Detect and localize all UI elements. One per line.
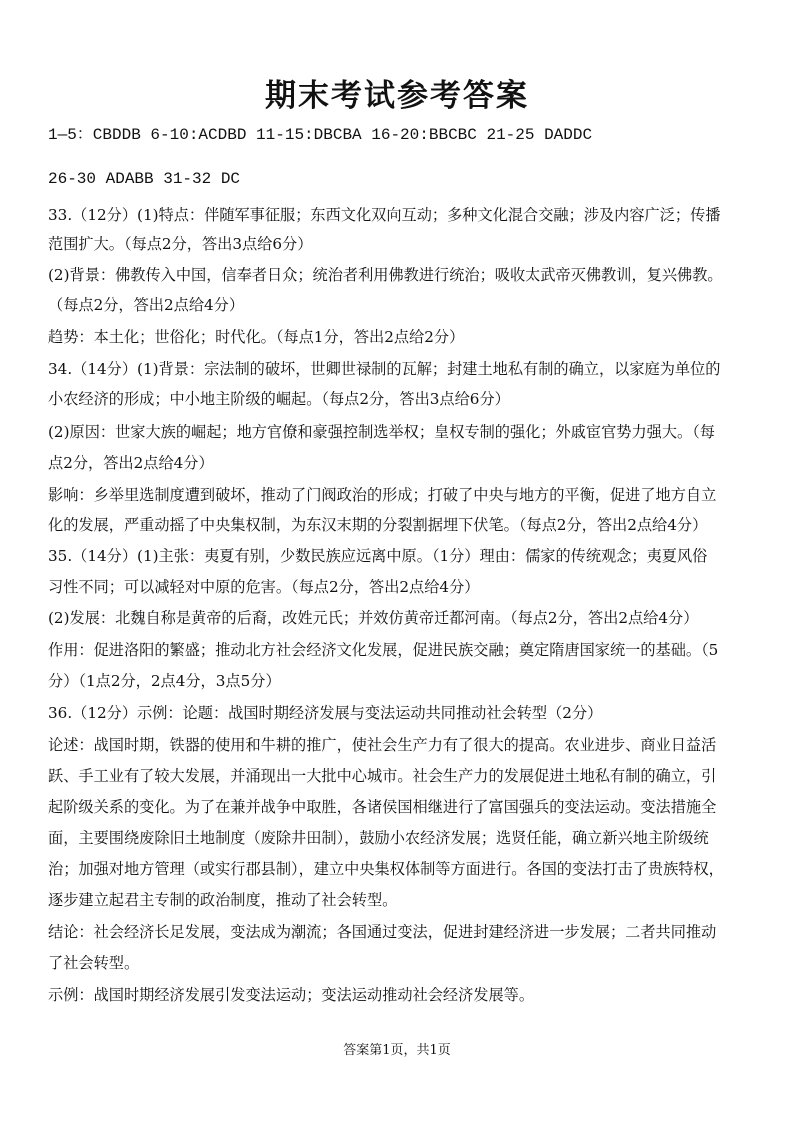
answer-line: 结论：社会经济长足发展，变法成为潮流；各国通过变法，促进封建经济进一步发展；二者共同推动 bbox=[48, 923, 717, 941]
answer-line: 点2分，答出2点给4分） bbox=[48, 454, 214, 472]
answer-line: 36.（12分）示例：论题：战国时期经济发展与变法运动共同推动社会转型（2分） bbox=[48, 704, 603, 722]
answer-line: 33.（12分）(1)特点：伴随军事征服；东西文化双向互动；多种文化混合交融；涉及内容广泛；传播 bbox=[48, 206, 721, 224]
answer-line: (2)背景：佛教传入中国，信奉者日众；统治者利用佛教进行统治；吸收太武帝灭佛教训，复兴佛教。 bbox=[48, 266, 723, 284]
answer-line: (2)发展：北魏自称是黄帝的后裔，改姓元氏；并效仿黄帝迁都河南。（每点2分，答出2点给4分） bbox=[48, 609, 699, 627]
page-footer: 答案第1页，共1页 bbox=[343, 1043, 451, 1058]
answer-line: （每点2分，答出2点给4分） bbox=[48, 296, 245, 314]
answer-line: 习性不同；可以减轻对中原的危害。（每点2分，答出2点给4分） bbox=[48, 578, 480, 596]
answer-line: 26-30 ADABB 31-32 DC bbox=[48, 170, 241, 188]
answer-line: 化的发展，严重动摇了中央集权制，为东汉末期的分裂割据埋下伏笔。（每点2分，答出2点给4分） bbox=[48, 516, 708, 534]
answer-line: 35.（14分）(1)主张：夷夏有别，少数民族应远离中原。（1分）理由：儒家的传统观念；夷夏风俗 bbox=[48, 547, 708, 565]
answer-line: 影响：乡举里选制度遭到破坏，推动了门阀政治的形成；打破了中央与地方的平衡，促进了地方自立 bbox=[48, 486, 717, 504]
answer-line: (2)原因：世家大族的崛起；地方官僚和豪强控制选举权；皇权专制的强化；外戚宦官势力强大。（每 bbox=[48, 423, 715, 441]
answer-line: 小农经济的形成；中小地主阶级的崛起。（每点2分，答出3点给6分） bbox=[48, 390, 510, 408]
page-title: 期末考试参考答案 bbox=[265, 78, 529, 114]
answer-line: 治；加强对地方管理（或实行郡县制），建立中央集权体制等方面进行。各国的变法打击了贵族特权， bbox=[48, 860, 724, 878]
answer-line: 趋势：本土化；世俗化；时代化。（每点1分，答出2点给2分） bbox=[48, 328, 465, 346]
answer-line: 作用：促进洛阳的繁盛；推动北方社会经济文化发展，促进民族交融；奠定隋唐国家统一的基础。（5 bbox=[48, 641, 719, 659]
answer-line: 论述：战国时期，铁器的使用和牛耕的推广，使社会生产力有了很大的提高。农业进步、商业日益活 bbox=[48, 736, 717, 754]
answer-line: 逐步建立起君主专制的政治制度，推动了社会转型。 bbox=[48, 891, 398, 909]
answer-line: 起阶级关系的变化。为了在兼并战争中取胜，各诸侯国相继进行了富国强兵的变法运动。变法措施全 bbox=[48, 798, 717, 816]
answer-line: 分）（1点2分，2点4分，3点5分） bbox=[48, 672, 281, 690]
answer-line: 示例：战国时期经济发展引发变法运动；变法运动推动社会经济发展等。 bbox=[48, 986, 534, 1004]
answer-line: 跃、手工业有了较大发展，并涌现出一大批中心城市。社会生产力的发展促进土地私有制的确立，引 bbox=[48, 767, 717, 785]
answer-line: 34.（14分）(1)背景：宗法制的破坏，世卿世禄制的瓦解；封建土地私有制的确立，以家庭为单位的 bbox=[48, 360, 721, 378]
answer-line: 1—5：CBDDB 6-10:ACDBD 11-15:DBCBA 16-20:BBCBC 21-25 DADDC bbox=[48, 126, 593, 144]
answer-line: 面，主要围绕废除旧土地制度（废除井田制），鼓励小农经济发展；选贤任能，确立新兴地主阶级统 bbox=[48, 829, 709, 847]
answer-line: 了社会转型。 bbox=[48, 954, 140, 972]
answer-line: 范围扩大。（每点2分，答出3点给6分） bbox=[48, 235, 313, 253]
